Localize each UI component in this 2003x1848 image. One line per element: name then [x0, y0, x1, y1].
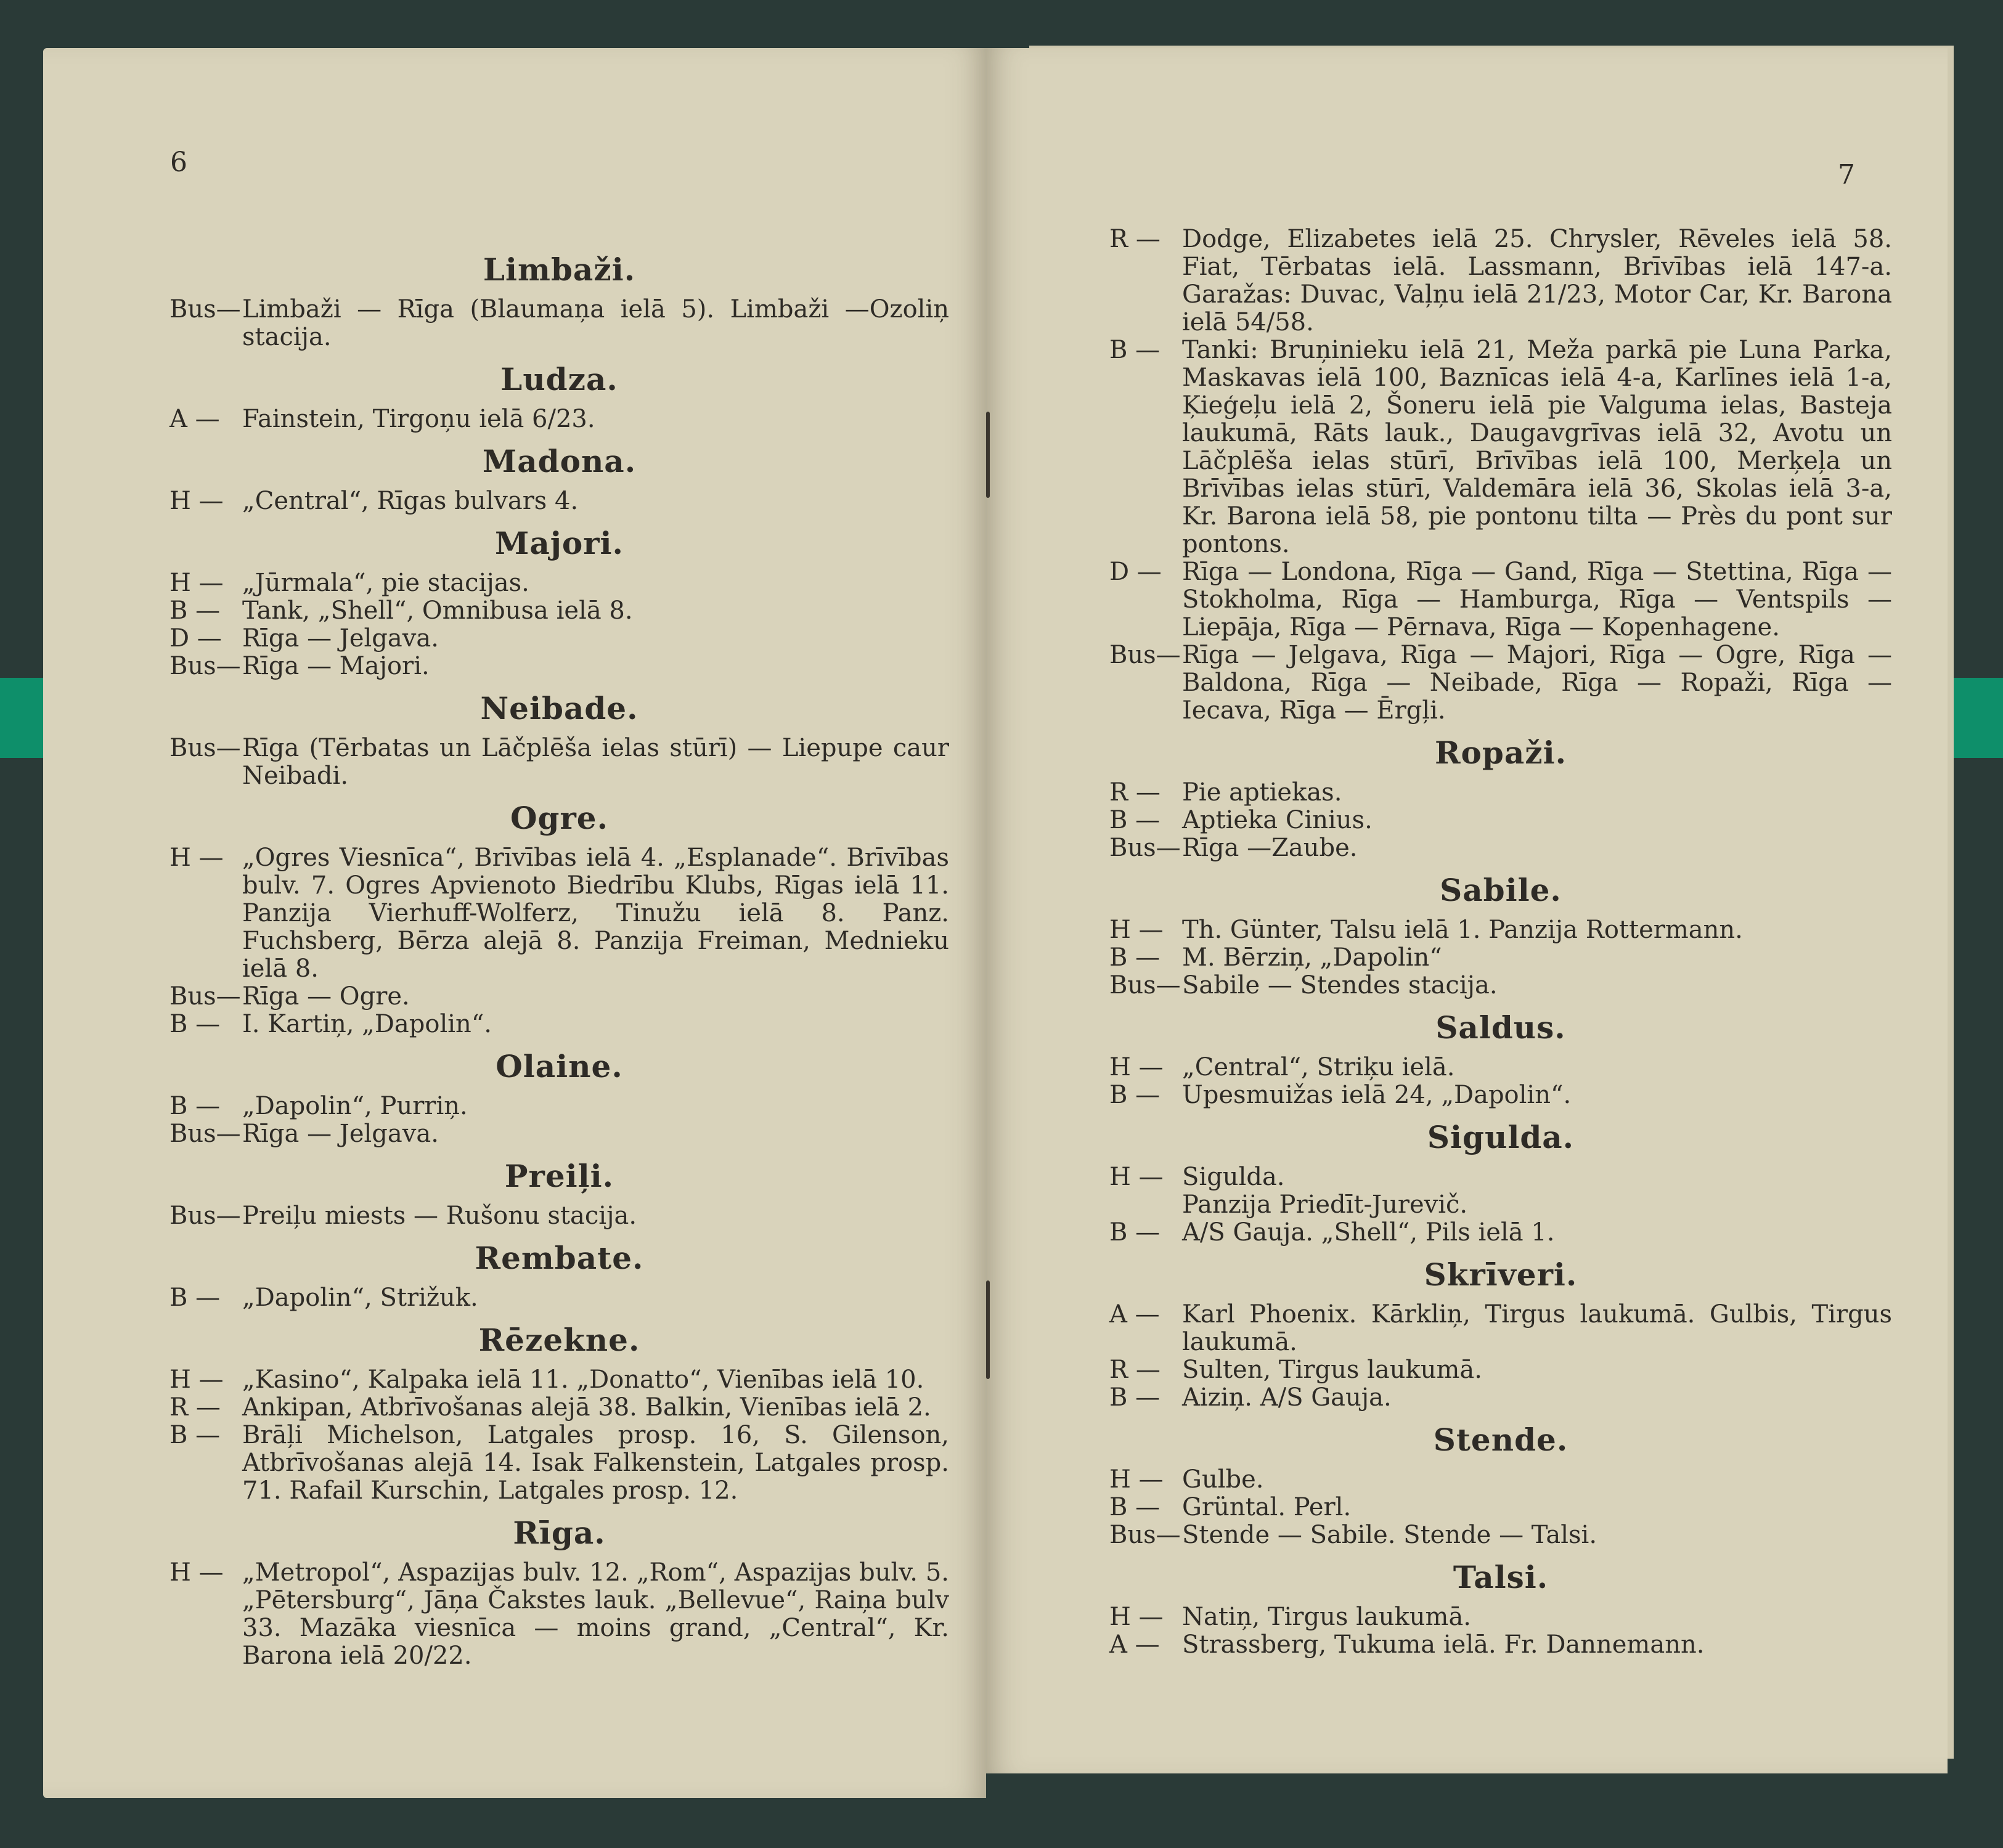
entry-text: A/S Gauja. „Shell“, Pils ielā 1. [1182, 1218, 1555, 1247]
listing-entry [1109, 641, 1892, 725]
listing-entry [1109, 1163, 1892, 1191]
page-number: 6 [170, 147, 187, 178]
entry-type-code: H — [1109, 1163, 1164, 1191]
entry-type-code: B — [169, 1421, 221, 1449]
listing-entry [169, 1093, 949, 1120]
entry-text: Sigulda. [1182, 1163, 1285, 1191]
entry-type-code: B — [1109, 1081, 1161, 1109]
listing-entry [169, 844, 949, 983]
town-heading: Madona. [482, 443, 637, 479]
entry-text: „Kasino“, Kalpaka ielā 11. „Donatto“, Vienības ielā 10. [242, 1366, 924, 1394]
entry-type-code: B — [169, 1092, 221, 1120]
entry-type-code: B — [169, 1284, 221, 1312]
town-heading: Talsi. [1453, 1559, 1549, 1595]
town-heading: Ogre. [510, 800, 609, 836]
entry-type-code: Bus— [1109, 641, 1181, 669]
entry-type-code: B — [1109, 943, 1161, 972]
binding-stitch [986, 1280, 990, 1379]
town-heading: Olaine. [496, 1048, 623, 1085]
listing-entry [1109, 1219, 1892, 1247]
listing-entry [169, 1422, 949, 1505]
entry-type-code: D — [169, 624, 222, 653]
listing-entry [1109, 1054, 1892, 1081]
entry-type-code: Bus— [169, 652, 241, 680]
entry-text: Rīga —Zaube. [1182, 834, 1358, 862]
listing-entry [1109, 1494, 1892, 1521]
town-heading: Ludza. [500, 361, 618, 397]
entry-text: Fainstein, Tirgoņu ielā 6/23. [242, 405, 595, 433]
entry-type-code: Bus— [169, 734, 241, 762]
listing-entry [1109, 834, 1892, 862]
listing-entry [169, 625, 949, 653]
entry-text: Sabile — Stendes stacija. [1182, 971, 1498, 999]
page-number: 7 [1838, 159, 1855, 190]
entry-type-code: D — [1109, 558, 1162, 586]
entry-text: Rīga (Tērbatas un Lāčplēša ielas stūrī) — Liepupe caur Neibadi. [242, 734, 949, 790]
entry-type-code: B — [169, 596, 221, 625]
entry-text: Rīga — Majori. [242, 652, 430, 680]
entry-text: Aptieka Cinius. [1182, 806, 1373, 834]
entry-text: Rīga — Londona, Rīga — Gand, Rīga — Stettina, Rīga — Stokholma, Rīga — Hamburga, Rīga — Ventspils — Liepāja, Rīga — Pērnava, Rīga — Kopenhagene. [1182, 558, 1892, 641]
entry-text: Gulbe. [1182, 1465, 1264, 1494]
entry-type-code: H — [169, 569, 224, 597]
entry-type-code: A — [1109, 1630, 1160, 1659]
listing-entry [1109, 1603, 1892, 1631]
town-heading: Majori. [495, 525, 624, 561]
entry-text: „Jūrmala“, pie stacijas. [242, 569, 529, 597]
town-heading: Preiļi. [504, 1158, 614, 1194]
listing-entry [169, 1559, 949, 1670]
entry-text: Th. Günter, Talsu ielā 1. Panzija Rottermann. [1182, 916, 1743, 944]
entry-text: Rīga — Jelgava, Rīga — Majori, Rīga — Ogre, Rīga — Baldona, Rīga — Neibade, Rīga — Ropaži, Rīga — Iecava, Rīga — Ērgļi. [1182, 641, 1892, 725]
entry-type-code: Bus— [169, 982, 241, 1011]
entry-text: „Central“, Rīgas bulvars 4. [242, 487, 579, 515]
listing-entry [1109, 1384, 1892, 1412]
entry-text: Brāļi Michelson, Latgales prosp. 16, S. Gilenson, Atbrīvošanas alejā 14. Isak Falkenstein, Latgales prosp. 71. Rafail Kurschin, Latgales prosp. 12. [242, 1421, 949, 1505]
town-heading: Neibade. [480, 690, 638, 727]
right-page-content [1109, 226, 1892, 1659]
entry-text: „Dapolin“, Purriņ. [242, 1092, 468, 1120]
entry-type-code: Bus— [169, 1120, 241, 1148]
right-page [986, 48, 1948, 1773]
entry-type-code: H — [169, 487, 224, 515]
listing-entry [169, 1284, 949, 1312]
entry-text: Tanki: Bruņinieku ielā 21, Meža parkā pie Luna Parka, Maskavas ielā 100, Baznīcas ielā 4-a, Karlīnes ielā 1-a, Ķieģeļu ielā 2, Šoneru ielā pie Valguma ielas, Basteja laukumā, Rāts lauk., Daugavgrīvas ielā 32, Avotu un Lāčplēša ielas stūrī, Brīvības ielā 100, Merķeļa un Brīvības ielas stūrī, Valdemāra ielā 36, Skolas ielā 3-a, Kr. Barona ielā 58, pie pontonu tilta — Près du pont sur pontons. [1182, 336, 1892, 558]
entry-type-code: Bus— [169, 1202, 241, 1230]
entry-type-code: R — [1109, 778, 1161, 807]
entry-text: I. Kartiņ, „Dapolin“. [242, 1010, 492, 1038]
binding-stitch [986, 412, 990, 498]
entry-type-code: B — [169, 1010, 221, 1038]
entry-text: M. Bērziņ, „Dapolin“ [1182, 943, 1442, 972]
entry-type-code: R — [1109, 1356, 1161, 1384]
entry-type-code: Bus— [1109, 834, 1181, 862]
left-page [43, 48, 986, 1798]
entry-text: Panzija Priedīt-Jurevič. [1182, 1191, 1468, 1219]
listing-entry [169, 597, 949, 625]
listing-entry [169, 405, 949, 433]
listing-entry [1109, 944, 1892, 972]
town-heading: Rembate. [475, 1240, 644, 1276]
town-heading: Stende. [1433, 1422, 1569, 1458]
listing-entry [169, 569, 949, 597]
listing-entry [1109, 1631, 1892, 1659]
town-heading: Skrīveri. [1424, 1256, 1578, 1293]
entry-text: Limbaži — Rīga (Blaumaņa ielā 5). Limbaži —Ozoliņ stacija. [242, 295, 949, 351]
listing-entry [169, 1120, 949, 1148]
listing-entry [169, 1366, 949, 1394]
listing-entry [169, 1394, 949, 1422]
listing-entry [169, 1202, 949, 1230]
entry-type-code: H — [1109, 1053, 1164, 1081]
listing-entry [1109, 1081, 1892, 1109]
listing-entry [169, 735, 949, 790]
entry-text: Stende — Sabile. Stende — Talsi. [1182, 1521, 1597, 1549]
entry-text: Rīga — Jelgava. [242, 1120, 439, 1148]
entry-text: Grüntal. Perl. [1182, 1493, 1352, 1521]
listing-entry [1109, 916, 1892, 944]
town-heading: Sigulda. [1427, 1119, 1575, 1155]
entry-text: Preiļu miests — Rušonu stacija. [242, 1202, 637, 1230]
listing-entry [169, 983, 949, 1011]
listing-entry [1109, 972, 1892, 999]
entry-type-code: H — [1109, 1603, 1164, 1631]
listing-entry [1109, 226, 1892, 336]
entry-type-code: B — [1109, 1383, 1161, 1412]
listing-entry [1109, 807, 1892, 834]
entry-text: Sulten, Tirgus laukumā. [1182, 1356, 1482, 1384]
entry-type-code: B — [1109, 1218, 1161, 1247]
entry-text: Strassberg, Tukuma ielā. Fr. Dannemann. [1182, 1630, 1705, 1659]
town-heading: Rīga. [513, 1515, 606, 1551]
town-heading: Rēzekne. [478, 1322, 640, 1358]
entry-type-code: B — [1109, 1493, 1161, 1521]
entry-text: Tank, „Shell“, Omnibusa ielā 8. [242, 596, 633, 625]
open-booklet [43, 48, 1966, 1798]
listing-entry [1109, 336, 1892, 558]
entry-type-code [1109, 1191, 1182, 1219]
entry-type-code: Bus— [1109, 971, 1181, 999]
entry-text: „Ogres Viesnīca“, Brīvības ielā 4. „Esplanade“. Brīvības bulv. 7. Ogres Apvienoto Biedrību Klubs, Rīgas ielā 11. Panzija Vierhuff-Wolferz, Tinužu ielā 8. Panz. Fuchsberg, Bērza alejā 8. Panzija Freiman, Mednieku ielā 8. [242, 844, 949, 983]
entry-type-code: H — [1109, 916, 1164, 944]
listing-entry [1109, 1301, 1892, 1356]
entry-text: Karl Phoenix. Kārkliņ, Tirgus laukumā. Gulbis, Tirgus laukumā. [1182, 1300, 1892, 1356]
listing-entry [169, 487, 949, 515]
entry-type-code: H — [1109, 1465, 1164, 1494]
entry-text: „Metropol“, Aspazijas bulv. 12. „Rom“, Aspazijas bulv. 5. „Pētersburg“, Jāņa Čakstes lauk. „Bellevue“, Raiņa bulv 33. Mazāka viesnīca — moins grand, „Central“, Kr. Barona ielā 20/22. [242, 1558, 949, 1670]
entry-text: Upesmuižas ielā 24, „Dapolin“. [1182, 1081, 1572, 1109]
entry-type-code: Bus— [169, 295, 241, 324]
entry-text: Dodge, Elizabetes ielā 25. Chrysler, Rēveles ielā 58. Fiat, Tērbatas ielā. Lassmann, Brīvības ielā 147-a. Garažas: Duvac, Vaļņu ielā 21/23, Motor Car, Kr. Barona ielā 54/58. [1182, 225, 1892, 336]
entry-type-code: A — [169, 405, 220, 433]
entry-text: Aiziņ. A/S Gauja. [1182, 1383, 1392, 1412]
listing-entry [1109, 779, 1892, 807]
town-heading: Saldus. [1435, 1009, 1566, 1046]
town-heading: Sabile. [1440, 872, 1562, 908]
town-heading: Limbaži. [483, 251, 636, 288]
town-heading: Ropaži. [1434, 735, 1567, 771]
entry-type-code: B — [1109, 806, 1161, 834]
entry-text: Pie aptiekas. [1182, 778, 1342, 807]
entry-type-code: A — [1109, 1300, 1160, 1329]
entry-type-code: H — [169, 844, 224, 872]
entry-text: „Central“, Striķu ielā. [1182, 1053, 1455, 1081]
entry-type-code: H — [169, 1366, 224, 1394]
entry-type-code: R — [1109, 225, 1161, 253]
listing-entry [1109, 1191, 1892, 1219]
entry-text: Rīga — Jelgava. [242, 624, 439, 653]
entry-type-code: H — [169, 1558, 224, 1587]
entry-text: Rīga — Ogre. [242, 982, 410, 1011]
entry-text: Natiņ, Tirgus laukumā. [1182, 1603, 1472, 1631]
listing-entry [1109, 1466, 1892, 1494]
listing-entry [169, 653, 949, 680]
entry-type-code: R — [169, 1393, 221, 1422]
listing-entry [1109, 1356, 1892, 1384]
left-page-content [169, 251, 949, 1670]
entry-type-code: B — [1109, 336, 1161, 364]
entry-text: „Dapolin“, Strižuk. [242, 1284, 478, 1312]
listing-entry [1109, 1521, 1892, 1549]
entry-text: Ankipan, Atbrīvošanas alejā 38. Balkin, Vienības ielā 2. [242, 1393, 931, 1422]
entry-type-code: Bus— [1109, 1521, 1181, 1549]
listing-entry [169, 1011, 949, 1038]
listing-entry [1109, 558, 1892, 641]
listing-entry [169, 296, 949, 351]
